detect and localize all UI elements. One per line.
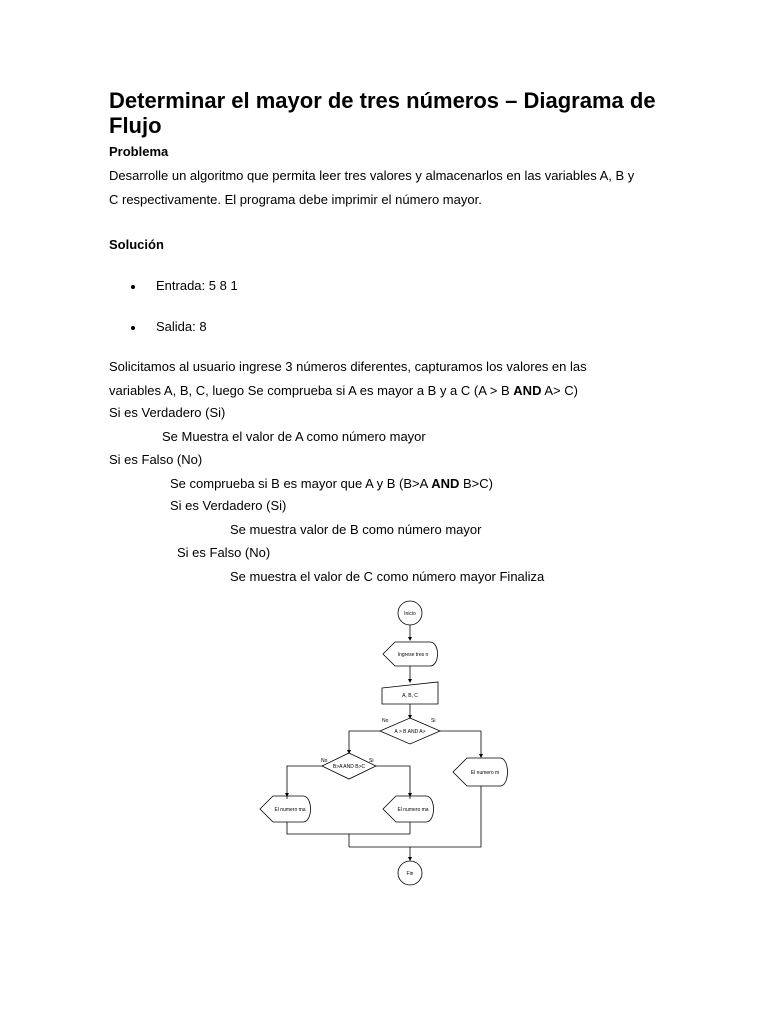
connector	[287, 822, 410, 834]
explanation-line-8: Se muestra valor de B como número mayor	[230, 522, 482, 537]
decision-1-yes-label: Si	[431, 718, 436, 724]
input-vars-label: A, B, C	[402, 693, 418, 699]
arrow-icon	[408, 857, 412, 861]
connector	[376, 766, 410, 799]
solucion-heading: Solución	[109, 237, 164, 252]
bullet-text: Entrada: 5 8 1	[156, 278, 238, 293]
explanation-line-5: Si es Falso (No)	[109, 452, 203, 467]
decision-1-label: A > B AND A>	[394, 729, 426, 735]
arrow-icon	[408, 793, 412, 797]
arrow-icon	[408, 679, 412, 683]
arrow-icon	[479, 754, 483, 758]
decision-2-no-label: No	[321, 758, 328, 764]
arrow-icon	[285, 793, 289, 797]
output-c-label: El numero ma	[274, 807, 306, 813]
bullet-text: Salida: 8	[156, 319, 207, 334]
connector	[349, 786, 481, 847]
connector	[349, 731, 380, 753]
explanation-line-7: Si es Verdadero (Si)	[170, 498, 287, 513]
connector	[287, 766, 322, 799]
bullet-icon	[131, 285, 135, 289]
decision-1-no-label: No	[382, 718, 389, 724]
input-prompt-label: Ingrese tres n	[397, 652, 429, 658]
explanation-line-2	[109, 383, 578, 399]
explanation-line-1: Solicitamos al usuario ingrese 3 números diferentes, capturamos los valores en las	[109, 359, 587, 374]
and-keyword: AND	[513, 383, 542, 398]
flowchart	[255, 598, 525, 894]
problema-heading: Problema	[109, 144, 169, 159]
output-b-label: El numero ma	[397, 807, 429, 813]
explanation-text: A> C)	[541, 383, 578, 398]
explanation-line-3: Si es Verdadero (Si)	[109, 405, 226, 420]
explanation-text: B>C)	[459, 476, 493, 491]
problema-text-line-2: C respectivamente. El programa debe imprimir el número mayor.	[109, 192, 482, 207]
start-label: Inicio	[404, 611, 416, 617]
explanation-line-10: Se muestra el valor de C como número mayor Finaliza	[230, 569, 545, 584]
problema-text-line-1: Desarrolle un algoritmo que permita leer tres valores y almacenarlos en las variables A, B y	[109, 168, 635, 183]
decision-2-label: B>A AND B>C	[332, 764, 366, 770]
decision-2-yes-label: Si	[369, 758, 374, 764]
explanation-line-9: Si es Falso (No)	[177, 545, 271, 560]
arrow-icon	[408, 637, 412, 641]
explanation-text: variables A, B, C, luego Se comprueba si A es mayor a B y a C (A > B	[109, 383, 514, 398]
and-keyword: AND	[431, 476, 460, 491]
end-label: Fin	[406, 871, 414, 877]
explanation-line-4: Se Muestra el valor de A como número mayor	[162, 429, 426, 444]
page-title: Determinar el mayor de tres números – Diagrama de Flujo	[109, 88, 656, 138]
bullet-icon	[131, 326, 135, 330]
output-a-label: El numero m	[470, 770, 500, 776]
explanation-text: Se comprueba si B es mayor que A y B (B>A	[170, 476, 432, 491]
explanation-line-6	[170, 476, 493, 492]
connector	[440, 731, 481, 757]
